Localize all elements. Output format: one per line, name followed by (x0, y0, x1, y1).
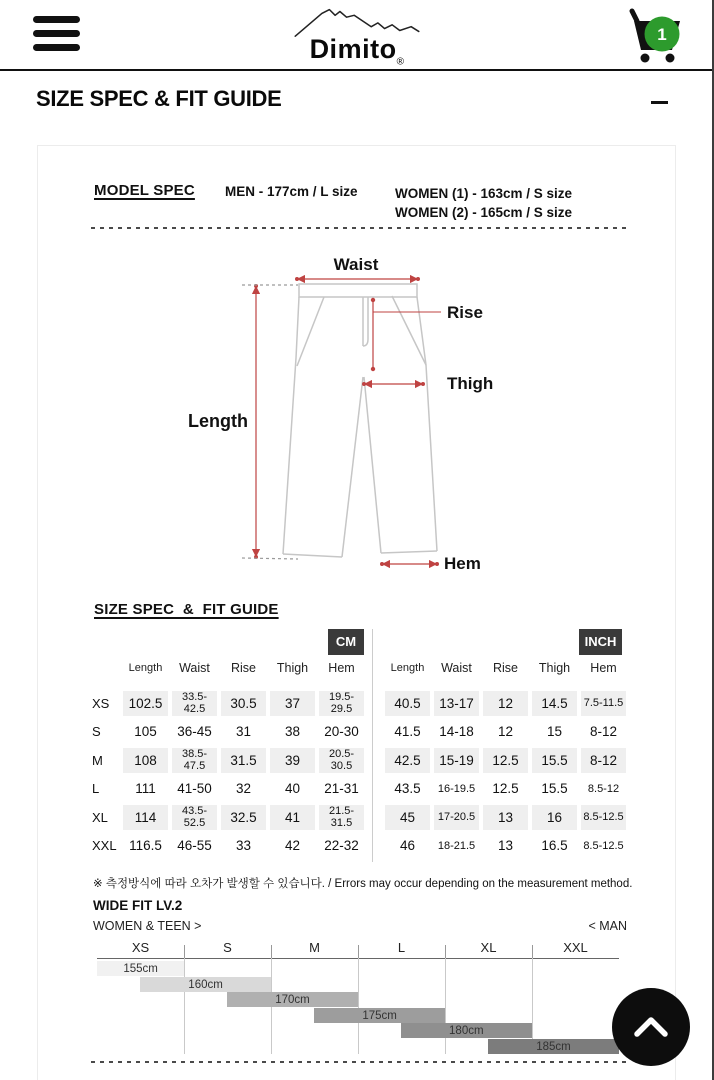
column-header: Rise (230, 661, 256, 675)
size-label: XL (92, 809, 108, 825)
axis-tick (532, 945, 533, 958)
hem-label: Hem (444, 554, 481, 573)
cm-value: 42 (284, 838, 301, 854)
inch-value: 12.5 (481, 746, 530, 775)
cm-value: 31 (235, 724, 252, 740)
collapse-section-button[interactable] (648, 92, 672, 112)
length-label: Length (188, 411, 248, 431)
height-range-bar: 175cm (314, 1008, 445, 1023)
inch-value: 16-19.5 (437, 782, 476, 795)
size-label: S (92, 724, 101, 740)
model-spec-women-2: WOMEN (2) - 165cm / S size (395, 205, 573, 220)
column-header: Rise (492, 661, 518, 675)
cm-value: 40 (284, 781, 301, 797)
cm-value: 43.5-52.5 (170, 803, 219, 832)
row-gap (366, 832, 383, 861)
column-header: Waist (441, 661, 472, 675)
inch-value: 17-20.5 (432, 803, 481, 832)
row-gap (366, 775, 383, 804)
cm-value: 108 (121, 746, 170, 775)
dashed-separator (91, 1061, 626, 1063)
height-range-bar: 155cm (97, 961, 184, 976)
pants-measurement-diagram (151, 246, 611, 586)
row-gap (366, 803, 383, 832)
fit-chart-title: WIDE FIT LV.2 (93, 898, 183, 913)
size-axis-label: XS (131, 940, 150, 955)
inch-value: 7.5-11.5 (579, 689, 628, 718)
table-row (91, 689, 628, 718)
measurement-footnote: ※ 측정방식에 따라 오차가 발생할 수 있습니다. / Errors may occur depending on the measurement method. (93, 878, 633, 890)
row-gap (366, 746, 383, 775)
inch-value: 16 (530, 803, 579, 832)
scroll-to-top-button[interactable] (612, 988, 690, 1066)
row-gap (366, 718, 383, 747)
inch-unit-badge: INCH (579, 629, 622, 655)
size-axis-label: M (309, 940, 320, 955)
inch-value: 42.5 (383, 746, 432, 775)
inch-value: 15-19 (432, 746, 481, 775)
column-header: Hem (590, 661, 617, 675)
cm-value: 116.5 (129, 838, 162, 854)
size-table-heading: SIZE SPEC & FIT GUIDE (94, 601, 279, 618)
grid-line (358, 958, 359, 1054)
size-axis-label: S (223, 940, 232, 955)
cart-count: 1 (657, 25, 667, 44)
cart-button[interactable] (628, 8, 694, 66)
height-range-bar: 160cm (140, 977, 271, 992)
cm-value: 38 (284, 724, 301, 740)
cm-value: 31.5 (219, 746, 268, 775)
height-range-bar: 180cm (401, 1023, 532, 1038)
size-label: L (92, 781, 100, 797)
fit-chart-links (93, 919, 627, 933)
size-table (91, 655, 628, 860)
cm-value: 21.5-31.5 (317, 803, 366, 832)
column-header: Waist (179, 661, 210, 675)
man-link[interactable]: < MAN (588, 919, 627, 933)
inch-value: 8-12 (579, 746, 628, 775)
axis-tick (358, 945, 359, 958)
brand-logo[interactable] (0, 2, 714, 67)
inch-value: 18-21.5 (437, 839, 476, 852)
column-header: Thigh (276, 661, 309, 675)
size-label: XXL (92, 838, 117, 854)
inch-value: 12 (497, 724, 514, 740)
table-row (91, 718, 628, 747)
cm-value: 37 (268, 689, 317, 718)
cart-icon (628, 8, 694, 66)
size-axis-label: L (397, 940, 406, 955)
size-axis-label: XL (480, 940, 497, 955)
size-label: XS (92, 695, 110, 711)
cm-value: 33 (235, 838, 252, 854)
column-header: Thigh (538, 661, 571, 675)
cm-value: 32 (235, 781, 252, 797)
size-table-body (91, 689, 628, 860)
size-label: M (92, 752, 103, 768)
axis-tick (271, 945, 272, 958)
cm-value: 20.5-30.5 (317, 746, 366, 775)
dashed-separator (91, 227, 626, 229)
inch-value: 13 (481, 803, 530, 832)
cm-value: 39 (268, 746, 317, 775)
thigh-label: Thigh (447, 374, 494, 393)
inch-value: 12.5 (492, 781, 519, 797)
cm-value: 46-55 (177, 838, 212, 854)
table-row (91, 746, 628, 775)
height-range-bar: 170cm (227, 992, 358, 1007)
inch-value: 15.5 (541, 781, 568, 797)
inch-value: 13 (497, 838, 514, 854)
cm-value: 30.5 (219, 689, 268, 718)
column-header: Length (390, 662, 425, 674)
axis-tick (445, 945, 446, 958)
cm-value: 111 (135, 781, 156, 797)
model-spec-women-1: WOMEN (1) - 163cm / S size (395, 186, 573, 201)
size-guide-panel (37, 145, 676, 1080)
cm-value: 41-50 (177, 781, 212, 797)
table-row (91, 803, 628, 832)
cm-value: 22-32 (324, 838, 359, 854)
size-table-header (91, 655, 628, 681)
column-header: Hem (328, 661, 355, 675)
inch-value: 15.5 (530, 746, 579, 775)
axis-tick (184, 945, 185, 958)
inch-value: 46 (399, 838, 416, 854)
cm-value: 41 (268, 803, 317, 832)
cm-value: 21-31 (324, 781, 359, 797)
chevron-up-icon (633, 1016, 669, 1038)
brand-wordmark: Dimito$_®$ (309, 34, 405, 68)
inch-value: 8.5-12.5 (579, 803, 628, 832)
registered-mark: ® (396, 56, 405, 68)
inch-value: 43.5 (394, 781, 421, 797)
inch-value: 40.5 (383, 689, 432, 718)
dimension-arrows (254, 277, 441, 566)
cm-unit-badge: CM (328, 629, 364, 655)
length-guide-lines (242, 285, 298, 559)
model-spec-men: MEN - 177cm / L size (225, 184, 358, 199)
model-spec-women (395, 184, 572, 222)
cm-value: 20-30 (324, 724, 359, 740)
row-gap (366, 689, 383, 718)
cm-value: 105 (134, 724, 157, 740)
size-axis-label: XXL (563, 940, 588, 955)
grid-line (445, 958, 446, 1054)
inch-value: 8.5-12.5 (583, 839, 624, 852)
inch-value: 13-17 (432, 689, 481, 718)
inch-value: 8.5-12 (587, 782, 620, 795)
inch-value: 16.5 (541, 838, 568, 854)
height-range-bar: 185cm (488, 1039, 619, 1054)
minus-icon (651, 101, 668, 104)
inch-value: 41.5 (394, 724, 421, 740)
inch-value: 15 (546, 724, 563, 740)
model-spec-heading: MODEL SPEC (94, 182, 195, 199)
pants-outline (283, 284, 437, 557)
table-row (91, 832, 628, 861)
inch-value: 8-12 (589, 724, 618, 740)
rise-label: Rise (447, 303, 483, 322)
header (0, 0, 714, 71)
inch-value: 45 (383, 803, 432, 832)
cm-value: 102.5 (121, 689, 170, 718)
header-spacer (91, 655, 121, 681)
waist-label: Waist (333, 255, 379, 274)
table-row (91, 775, 628, 804)
height-size-chart (97, 940, 619, 1060)
cm-value: 32.5 (219, 803, 268, 832)
inch-value: 14.5 (530, 689, 579, 718)
women-teen-link[interactable]: WOMEN & TEEN > (93, 919, 202, 933)
column-header: Length (128, 662, 163, 674)
cm-value: 36-45 (177, 724, 212, 740)
header-gap (366, 655, 383, 681)
cm-value: 38.5-47.5 (170, 746, 219, 775)
page-title: SIZE SPEC & FIT GUIDE (36, 86, 282, 111)
cm-value: 19.5-29.5 (317, 689, 366, 718)
inch-value: 12 (481, 689, 530, 718)
inch-value: 14-18 (439, 724, 474, 740)
cm-value: 33.5-42.5 (170, 689, 219, 718)
cm-value: 114 (121, 803, 170, 832)
